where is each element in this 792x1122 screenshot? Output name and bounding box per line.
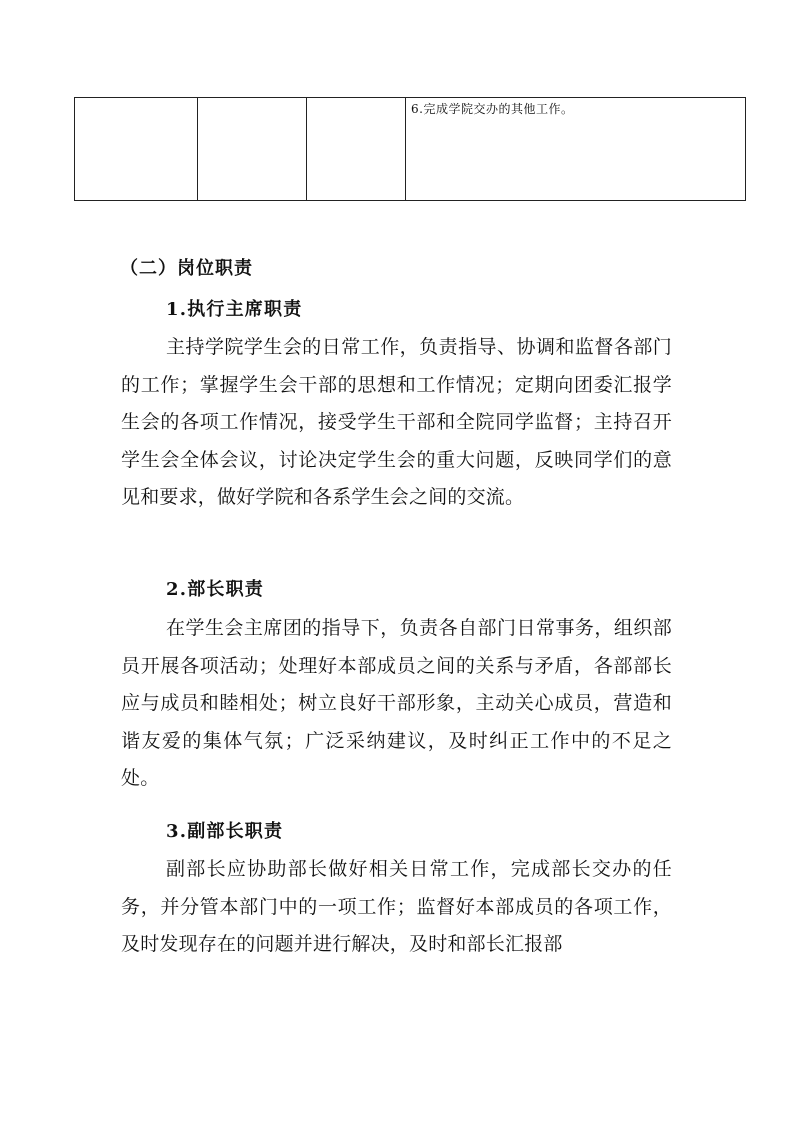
table-cell [198, 98, 307, 201]
table-cell [75, 98, 198, 201]
table-cell-duty [406, 98, 746, 201]
sub-heading-chair: 1.执行主席职责 [166, 299, 303, 320]
sub-heading-vice-minister: 3.副部长职责 [166, 821, 284, 842]
table-cell [307, 98, 406, 201]
paragraph-chair: 主持学院学生会的日常工作，负责指导、协调和监督各部门的工作；掌握学生会干部的思想和工作情况；定期向团委汇报学生会的各项工作情况，接受学生干部和全院同学监督；主持召开学生会全体会议，讨论决定学生会的重大问题，反映同学们的意见和要求，做好学院和各系学生会之间的交流。 [121, 336, 672, 508]
duty-text: 6.完成学院交办的其他工作。 [411, 102, 574, 116]
sub-heading-minister: 2.部长职责 [166, 579, 264, 600]
paragraph-vice-minister: 副部长应协助部长做好相关日常工作，完成部长交办的任务，并分管本部门中的一项工作；监督好本部成员的各项工作，及时发现存在的问题并进行解决，及时和部长汇报部 [121, 858, 672, 955]
duty-table [74, 97, 746, 201]
paragraph-minister: 在学生会主席团的指导下，负责各自部门日常事务，组织部员开展各项活动；处理好本部成员之间的关系与矛盾，各部部长应与成员和睦相处；树立良好干部形象，主动关心成员，营造和谐友爱的集体气氛；广泛采纳建议，及时纠正工作中的不足之处。 [121, 617, 672, 789]
table-row [75, 98, 746, 201]
section-heading: （二）岗位职责 [120, 258, 253, 279]
